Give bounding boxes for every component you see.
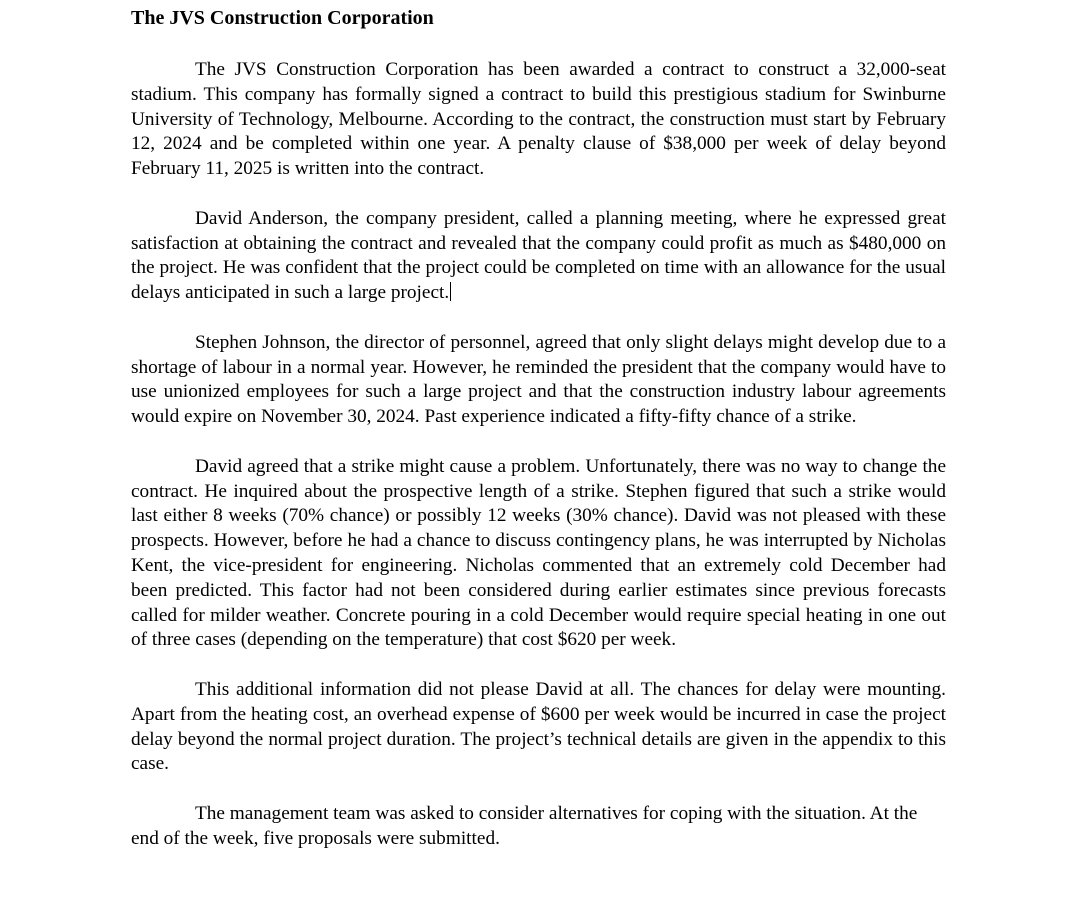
paragraph-planning-meeting-text: David Anderson, the company president, called a planning meeting, where he expressed great satisfaction at obtaining the contract and revealed that the company could profit as much as $480,000 on the project. He was confident that the project could be completed on time with an allowance for the usual delays anticipated in such a large project.	[131, 207, 946, 304]
paragraph-planning-meeting	[131, 207, 946, 306]
text-cursor	[450, 282, 451, 301]
document-body	[131, 6, 946, 876]
paragraph-proposals: The management team was asked to consider alternatives for coping with the situation. At the end of the week, five proposals were submitted.	[131, 802, 918, 849]
paragraph-labour: Stephen Johnson, the director of personnel, agreed that only slight delays might develop due to a shortage of labour in a normal year. However, he reminded the president that the company would have to use unionized employees for such a large project and that the construction industry labour agreements would expire on November 30, 2024. Past experience indicated a fifty-fifty chance of a strike.	[131, 331, 946, 428]
paragraph-contract: The JVS Construction Corporation has been awarded a contract to construct a 32,000-seat stadium. This company has formally signed a contract to build this prestigious stadium for Swinburne University of Technology, Melbourne. According to the contract, the construction must start by February 12, 2024 and be completed within one year. A penalty clause of $38,000 per week of delay beyond February 11, 2025 is written into the contract.	[131, 59, 946, 180]
paragraph-strike-weather: David agreed that a strike might cause a problem. Unfortunately, there was no way to change the contract. He inquired about the prospective length of a strike. Stephen figured that such a strike would last either 8 weeks (70% chance) or possibly 12 weeks (30% chance). David was not pleased with these prospects. However, before he had a chance to discuss contingency plans, he was interrupted by Nicholas Kent, the vice-president for engineering. Nicholas commented that an extremely cold December had been predicted. This factor had not been considered during earlier estimates since previous forecasts called for milder weather. Concrete pouring in a cold December would require special heating in one out of three cases (depending on the temperature) that cost $620 per week.	[131, 455, 946, 651]
document-title: The JVS Construction Corporation	[131, 7, 434, 29]
paragraph-overhead: This additional information did not please David at all. The chances for delay were mounting. Apart from the heating cost, an overhead expense of $600 per week would be incurred in case the project delay beyond the normal project duration. The project’s technical details are given in the appendix to this case.	[131, 678, 946, 775]
